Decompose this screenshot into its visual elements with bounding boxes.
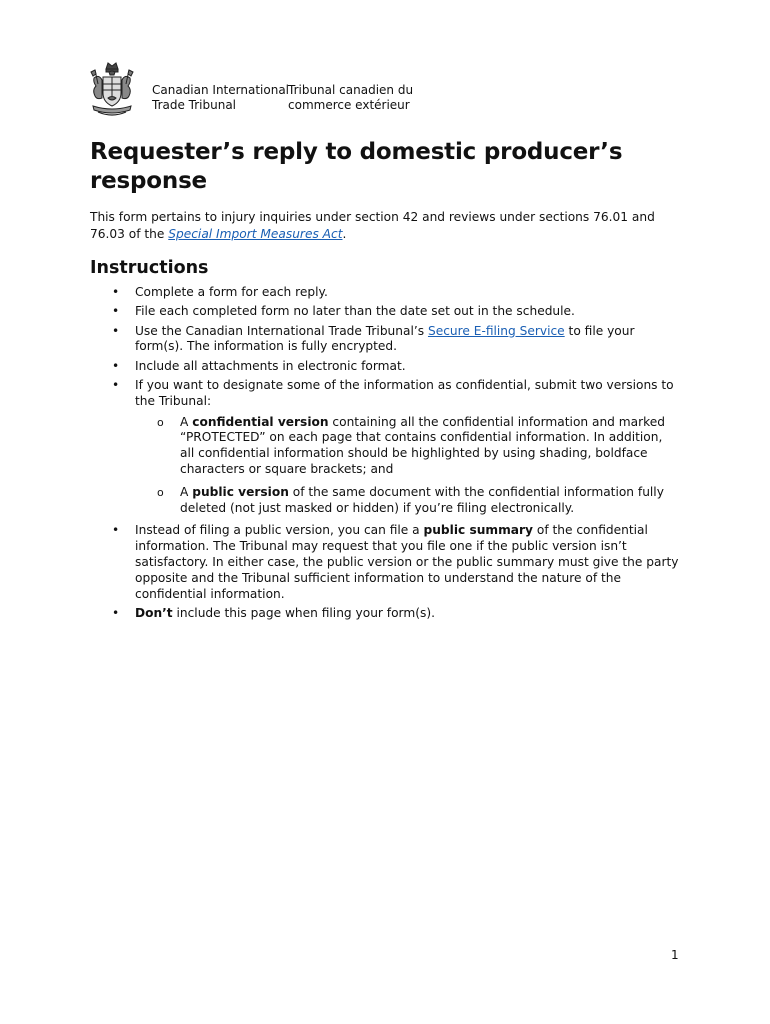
item-text: include this page when filing your form(s). xyxy=(172,605,435,620)
item-text: Complete a form for each reply. xyxy=(135,285,328,299)
sub-list-item xyxy=(135,415,680,478)
org-fr-line2: commerce extérieur xyxy=(288,98,410,112)
item-text: containing all the confidential information and marked “PROTECTED” on each page that contains confidential information. In addition, all confidential information should be highlighted by using shading, boldface characters or square brackets; and xyxy=(180,414,666,476)
sima-link[interactable]: Special Import Measures Act xyxy=(168,226,343,241)
intro-paragraph xyxy=(90,209,690,242)
item-bold: public version xyxy=(192,484,289,499)
item-text: of the same document with the confidential information fully deleted (not just masked or hidden) if you’re filing electronically. xyxy=(180,484,664,515)
instructions-heading: Instructions xyxy=(90,258,209,278)
organization-name-french xyxy=(288,83,413,113)
list-item xyxy=(90,324,680,356)
item-text: Include all attachments in electronic format. xyxy=(135,358,406,373)
sub-list xyxy=(135,415,680,517)
item-text: to file your form(s). The information is fully encrypted. xyxy=(135,323,635,354)
list-item xyxy=(90,359,680,375)
list-item xyxy=(90,523,680,602)
list-item xyxy=(90,378,680,516)
item-text: File each completed form no later than the date set out in the schedule. xyxy=(135,304,575,319)
item-text: of the confidential information. The Tribunal may request that you file one if the public version isn’t satisfactory. In either case, the public version or the public summary must give the party opposite and the Tribunal sufficient information to understand the nature of the confidential information. xyxy=(135,523,679,601)
item-text: A xyxy=(180,414,193,429)
item-text: Use the Canadian International Trade Tribunal’s xyxy=(135,323,428,338)
item-bold: Don’t xyxy=(135,605,173,620)
document-title: Requester’s reply to domestic producer’s response xyxy=(90,139,623,194)
org-fr-line1: Tribunal canadien du xyxy=(288,83,414,97)
instructions-list xyxy=(90,285,680,625)
item-text: A xyxy=(180,484,193,499)
secure-efiling-link[interactable]: Secure E-filing Service xyxy=(427,323,565,338)
item-bold: confidential version xyxy=(192,414,329,429)
sub-list-item xyxy=(135,485,680,517)
item-text: If you want to designate some of the information as confidential, submit two versions to the Tribunal: xyxy=(135,377,674,408)
organization-name-english xyxy=(152,83,289,113)
list-item xyxy=(90,606,680,622)
canada-coat-of-arms-icon xyxy=(90,60,134,118)
item-bold: public summary xyxy=(423,523,533,538)
intro-text: This form pertains to injury inquiries under section 42 and reviews under sections 76.01 and 76.03 of the xyxy=(90,210,655,241)
item-text: Instead of filing a public version, you can file a xyxy=(135,523,424,538)
org-en-line2: Trade Tribunal xyxy=(152,98,237,112)
page-number: 1 xyxy=(671,948,679,962)
list-item xyxy=(90,304,680,320)
intro-text-end: . xyxy=(342,226,347,241)
org-en-line1: Canadian International xyxy=(152,83,290,97)
list-item xyxy=(90,285,680,301)
